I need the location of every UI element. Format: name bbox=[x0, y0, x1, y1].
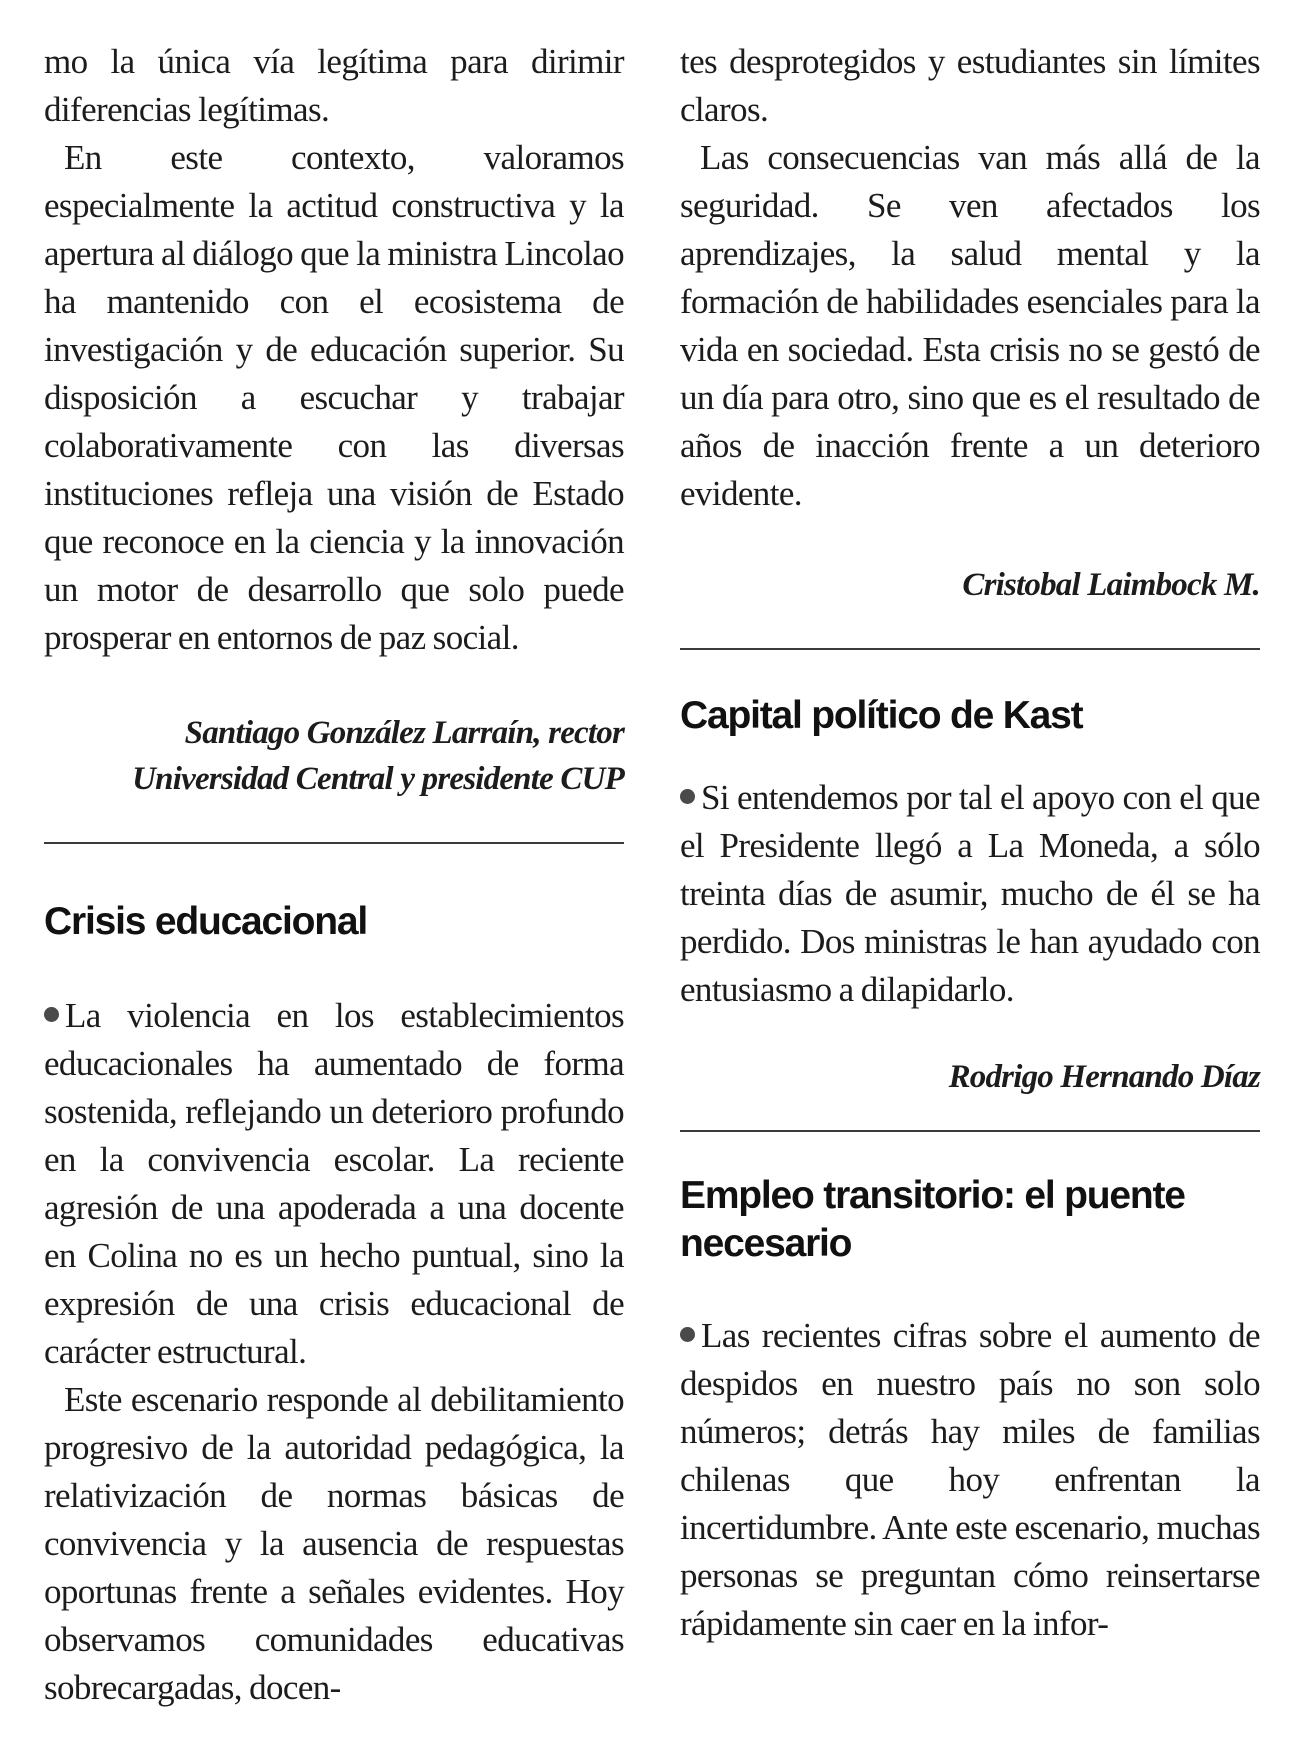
bullet-icon bbox=[44, 1007, 59, 1022]
article-paragraph: La violencia en los establecimientos educacionales ha aumentado de forma sostenida, reflejando un deterioro profundo en la convivencia escolar. La reciente agresión de una apoderada a una docente en Colina no es un hecho puntual, sino la expresión de una crisis educacional de carácter estructural. bbox=[44, 996, 624, 1371]
article-paragraph: Las recientes cifras sobre el aumento de despidos en nuestro país no son solo números; detrás hay miles de familias chilenas que hoy enfrentan la incertidumbre. Ante este escenario, muchas personas se preguntan cómo reinsertarse rápidamente sin caer en la infor- bbox=[680, 1316, 1260, 1643]
author-signature: Cristobal Laimbock M. bbox=[962, 567, 1260, 603]
left-column bbox=[44, 38, 624, 1712]
article-paragraph: tes desprotegidos y estudiantes sin límites claros. bbox=[680, 42, 1260, 129]
section-headline: Crisis educacional bbox=[44, 900, 368, 943]
author-affiliation: Universidad Central y presidente CUP bbox=[132, 761, 624, 797]
article-paragraph: Este escenario responde al debilitamiento progresivo de la autoridad pedagógica, la relativización de normas básicas de convivencia y la ausencia de respuestas oportunas frente a señales evidentes. Hoy observamos comunidades educativas sobrecargadas, docen- bbox=[44, 1380, 624, 1707]
article-paragraph: mo la única vía legítima para dirimir diferencias legítimas. bbox=[44, 42, 624, 129]
right-column bbox=[680, 38, 1260, 1648]
bullet-icon bbox=[680, 789, 695, 804]
section-headline: Capital político de Kast bbox=[680, 694, 1083, 737]
article-paragraph: Si entendemos por tal el apoyo con el que el Presidente llegó a La Moneda, a sólo treinta días de asumir, mucho de él se ha perdido. Dos ministras le han ayudado con entusiasmo a dilapidarlo. bbox=[680, 778, 1260, 1009]
section-headline: Empleo transitorio: el puente necesario bbox=[680, 1174, 1185, 1265]
author-signature: Rodrigo Hernando Díaz bbox=[948, 1059, 1260, 1095]
bullet-icon bbox=[680, 1327, 695, 1342]
article-paragraph: En este contexto, valoramos especialmente la actitud constructiva y la apertura al diálogo que la ministra Lincolao ha mantenido con el ecosistema de investigación y de educación superior. Su disposición a escuchar y trabajar colaborativamente con las diversas instituciones refleja una visión de Estado que reconoce en la ciencia y la innovación un motor de desarrollo que solo puede prosperar en entornos de paz social. bbox=[44, 138, 624, 657]
author-signature: Santiago González Larraín, rector bbox=[184, 715, 624, 751]
article-paragraph: Las consecuencias van más allá de la seguridad. Se ven afectados los aprendizajes, la salud mental y la formación de habilidades esenciales para la vida en sociedad. Esta crisis no se gestó de un día para otro, sino que es el resultado de años de inacción frente a un deterioro evidente. bbox=[680, 138, 1260, 513]
